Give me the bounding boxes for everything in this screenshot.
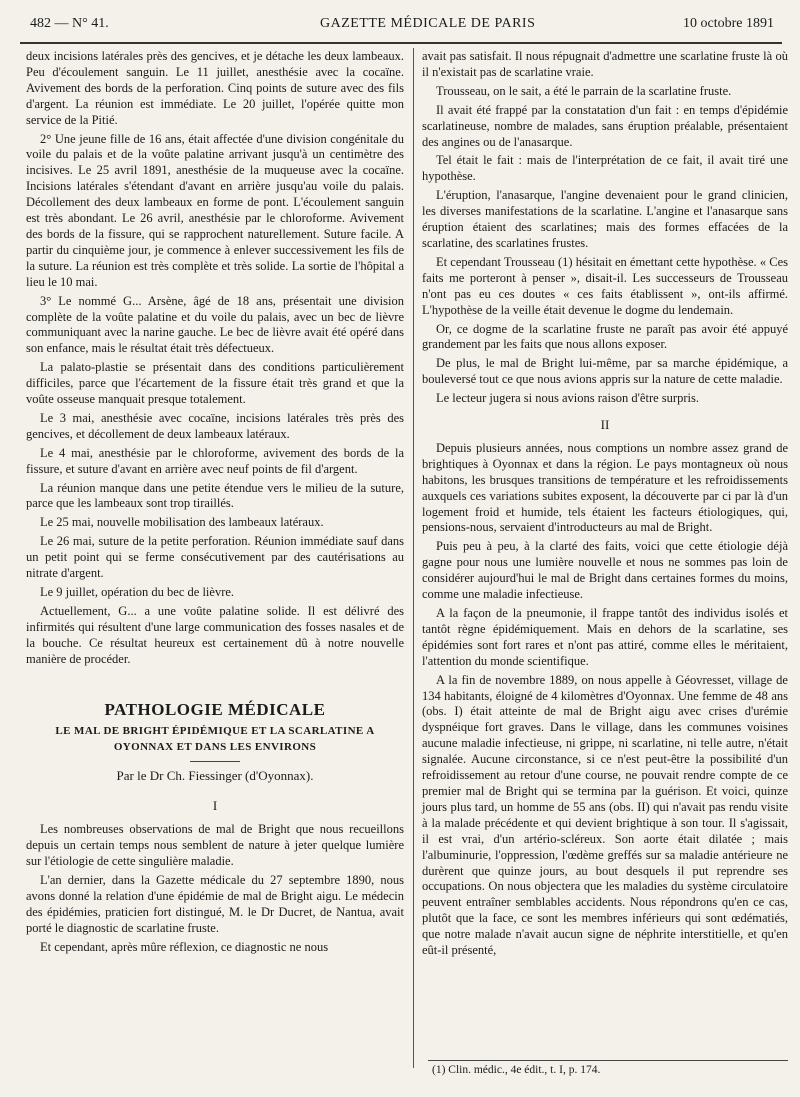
- paragraph: A la fin de novembre 1889, on nous appelle à Géovresset, village de 134 habitants, éloigné de 4 kilomètres d'Oyonnax. Une femme de 48 ans (obs. I) était atteinte de mal de Bright aigu avec crises d'urémie dyspnéique fort graves. Dans le village, dans les communes voisines aucune maladie infectieuse, ni grippe, ni scarlatine, ni telle autre, n'était signalée. Aucune circonstance, si ce n'est peut-être la possibilité d'un refroidissement au retour d'une course, ne pouvait rendre compte de ce premier mal de Bright qui se termina par la guérison. Et voici, quinze jours plus tard, un homme de 55 ans (obs. II) qui n'avait pas rendu visite à la malade précédente et qui devient brightique à son tour. Il s'agissait, il est vrai, d'un artério-scléreux. Son aorte était dilatée ; mais l'albuminurie, l'oppression, l'œdème greffés sur sa maladie antérieure ne durèrent que quinze jours, au bout desquels il put reprendre ses occupations. On nous objectera que les maladies du système circulatoire peuvent entraîner semblables accidents. Nous répondrons qu'en ce cas, plutôt que la face, ce sont les membres inférieurs qui sont œdématiés, que notre malade n'avait aucun signe de néphrite interstitielle, et qu'en eût-il présenté,: [422, 672, 788, 958]
- issue-date: 10 octobre 1891: [683, 16, 774, 31]
- paragraph: Les nombreuses observations de mal de Bright que nous recueillons depuis un certain temps nous semblent de nature à jeter quelque lumière sur l'étiologie de cette singulière maladie.: [26, 822, 404, 869]
- paragraph: Le 9 juillet, opération du bec de lièvre.: [40, 585, 235, 599]
- paragraph: Le lecteur jugera si nous avions raison d'être surpris.: [436, 391, 699, 406]
- paragraph: L'an dernier, dans la Gazette médicale du 27 septembre 1890, nous avons donné la relation d'une épidémie de mal de Bright aigu. Le médecin des épidémies, praticien fort distingué, M. le Dr Ducret, de Nantua, avait porté le diagnostic de scarlatine fruste.: [26, 872, 404, 935]
- paragraph: 2° Une jeune fille de 16 ans, était affectée d'une division congénitale du voile du palais et de la voûte palatine arrivant jusqu'à un centimètre des incisives. Le 25 avril 1891, anesthésie de la muqueuse avec la cocaïne. Incisions latérales s'étendant d'avant en arrière jusqu'au voile du palais. Décollement des deux lambeaux en forme de pont. L'écoulement sanguin est très abondant. Le 26 avril, anesthésie par le chloroforme. Avivement des bords de la fissure, qui se rapprochent naturellement. Suture facile. A partir du cinquième jour, je commence à enlever successivement les fils de la suture. La réunion est très complète et très solide. La sortie de l'hôpital a lieu le 10 mai.: [26, 131, 404, 289]
- page-number: 482 — N° 41.: [30, 16, 109, 31]
- paragraph: Et cependant, après mûre réflexion, ce diagnostic ne nous: [40, 939, 329, 954]
- paragraph: Trousseau, on le sait, a été le parrain de la scarlatine fruste.: [436, 83, 732, 98]
- byline: Par le Dr Ch. Fiessinger (d'Oyonnax).: [116, 768, 314, 784]
- paragraph: La palato-plastie se présentait dans des conditions particulièrement difficiles, parce que l'écartement de la fissure était très grand et que la voûte osseuse manquait presque totalement.: [26, 360, 404, 407]
- part-number: II: [600, 417, 610, 433]
- column-divider: [413, 48, 414, 1068]
- left-column: [26, 49, 404, 959]
- paragraph: Il avait été frappé par la constatation d'un fait : en temps d'épidémie scarlatineuse, nombre de malades, sans éruption préalable, présentaient des angines ou de l'anasarque.: [422, 102, 788, 149]
- paragraph: Or, ce dogme de la scarlatine fruste ne paraît pas avoir été appuyé grandement par les faits que nous allons exposer.: [422, 321, 788, 352]
- footnote-rule: [428, 1060, 788, 1061]
- journal-title: GAZETTE MÉDICALE DE PARIS: [320, 16, 536, 31]
- paragraph: De plus, le mal de Bright lui-même, par sa marche épidémique, a bouleversé tout ce que nous avions appris sur la nature de cette maladie.: [422, 356, 788, 387]
- paragraph: Depuis plusieurs années, nous comptions un nombre assez grand de brightiques à Oyonnax et dans la région. Le pays montagneux où nous habitons, les brusques transitions de température et les refroidissements auxquels ces variations subites exposent, la découverte par ci par là d'un logement froid et humide, tels étaient les facteurs étiologiques, qui, pensions-nous, servaient d'introducteurs au mal de Bright.: [422, 440, 788, 535]
- article-subtitle: LE MAL DE BRIGHT ÉPIDÉMIQUE ET LA SCARLATINE A OYONNAX ET DANS LES ENVIRONS: [55, 725, 375, 754]
- paragraph: Tel était le fait : mais de l'interprétation de ce fait, il avait tiré une hypothèse.: [422, 153, 788, 184]
- paragraph: Le 26 mai, suture de la petite perforation. Réunion immédiate sauf dans un petit point qui se ferme consécutivement par des cautérisations au nitrate d'argent.: [26, 534, 404, 581]
- paragraph: deux incisions latérales près des gencives, et je détache les deux lambeaux. Peu d'écoulement sanguin. Le 11 juillet, anesthésie avec la cocaïne. Avivement des bords de la perforation. Cinq points de suture avec des fils d'argent. La réunion est immédiate. Le 20 juillet, l'opérée quitte mon service de la Pitié.: [26, 49, 404, 127]
- footnote: (1) Clin. médic., 4e édit., t. I, p. 174.: [432, 1064, 601, 1076]
- part-number: I: [212, 798, 218, 814]
- paragraph: La réunion manque dans une petite étendue vers le milieu de la suture, parce que les lambeaux sont trop tiraillés.: [26, 480, 404, 511]
- paragraph: Le 25 mai, nouvelle mobilisation des lambeaux latéraux.: [40, 515, 324, 530]
- paragraph: 3° Le nommé G... Arsène, âgé de 18 ans, présentait une division complète de la voûte palatine et du voile du palais, avec un bec de lièvre communiquant avec la narine gauche. Le bec de lièvre avait été opéré dans son enfance, mais le résultat était très défectueux.: [26, 293, 404, 356]
- paragraph: Le 3 mai, anesthésie avec cocaïne, incisions latérales très près des gencives, et décollement de deux lambeaux latéraux.: [26, 410, 404, 441]
- right-column: [422, 49, 788, 962]
- short-rule: [190, 761, 240, 762]
- page-header: [30, 12, 774, 38]
- section-title: PATHOLOGIE MÉDICALE: [104, 699, 326, 719]
- paragraph: Et cependant Trousseau (1) hésitait en émettant cette hypothèse. « Ces faits me porteront à penser », disait-il. Les successeurs de Trousseau n'ont pas eu ces doutes « ces faits établissent », ont-ils affirmé. L'hypothèse de la veille était devenue le dogme du lendemain.: [422, 254, 788, 317]
- header-rule: [20, 42, 782, 44]
- paragraph: Puis peu à peu, à la clarté des faits, voici que cette étiologie déjà gagne pour nous une lumière nouvelle et nous ne sommes pas loin de considérer aujourd'hui le mal de Bright dans certaines formes du moins, comme une maladie infectieuse.: [422, 539, 788, 602]
- paragraph: A la façon de la pneumonie, il frappe tantôt des individus isolés et tantôt règne épidémiquement. Mais en dehors de la scarlatine, ses épidémies sont fort rares et n'ont pas attiré, comme elles le méritaient, l'attention du monde scientifique.: [422, 606, 788, 668]
- paragraph: L'éruption, l'anasarque, l'angine devenaient pour le grand clinicien, les diverses manifestations de la scarlatine. L'angine et l'anasarque sans éruption étaient des scarlatines; mais des formes effacées de la scarlatine, des scarlatines frustes.: [422, 188, 788, 250]
- paragraph: Le 4 mai, anesthésie par le chloroforme, avivement des bords de la fissure, et suture d'avant en arrière avec neuf points de fil d'argent.: [26, 445, 404, 476]
- paragraph: avait pas satisfait. Il nous répugnait d'admettre une scarlatine fruste là où il n'existait pas de scarlatine vraie.: [422, 49, 788, 79]
- paragraph: Actuellement, G... a une voûte palatine solide. Il est délivré des infirmités qui résultent d'une large communication des fosses nasales et de la bouche. Ce résultat heureux est certainement dû à notre nouvelle manière de procéder.: [26, 603, 404, 666]
